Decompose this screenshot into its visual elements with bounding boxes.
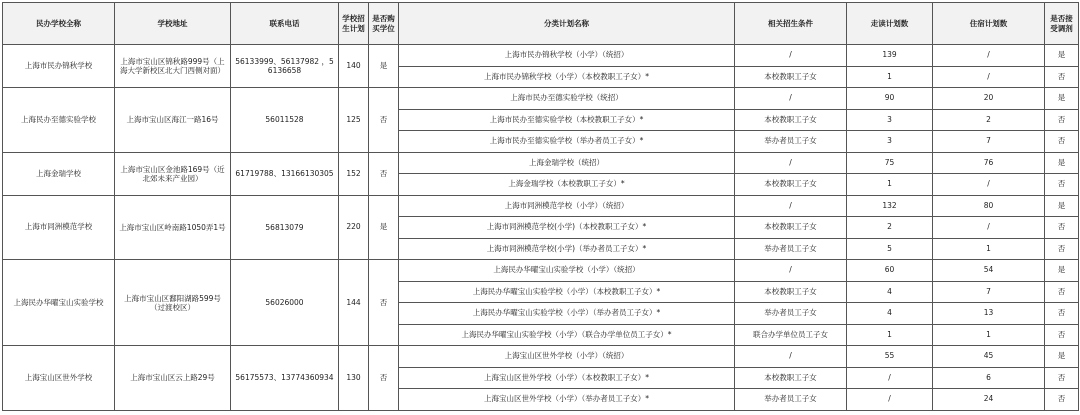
school-buy-seat: 是 (369, 45, 399, 88)
table-row (3, 346, 1079, 368)
header-plan-name: 分类计划名称 (399, 3, 735, 45)
plan-name: 上海市民办至德实验学校（统招） (399, 88, 735, 110)
school-phone: 56011528 (231, 88, 339, 153)
school-address: 上海市宝山区锦秋路999号（上海大学新校区北大门西侧对面） (115, 45, 231, 88)
school-quota: 152 (339, 152, 369, 195)
plan-condition: 本校教职工子女 (735, 66, 847, 88)
plan-name: 上海市民办锦秋学校（小学）（统招） (399, 45, 735, 67)
header-day-plan: 走读计划数 (847, 3, 933, 45)
header-quota: 学校招生计划 (339, 3, 369, 45)
school-quota: 144 (339, 260, 369, 346)
plan-boarding-count: 76 (933, 152, 1045, 174)
plan-day-count: 5 (847, 238, 933, 260)
plan-day-count: 1 (847, 174, 933, 196)
plan-boarding-count: / (933, 174, 1045, 196)
plan-accept-adjust: 否 (1045, 281, 1079, 303)
plan-accept-adjust: 否 (1045, 238, 1079, 260)
plan-name: 上海市同洲模范学校(小学)（举办者员工子女）* (399, 238, 735, 260)
school-phone: 56175573、13774360934 (231, 346, 339, 411)
plan-day-count: 4 (847, 303, 933, 325)
plan-day-count: 55 (847, 346, 933, 368)
enrollment-table (2, 2, 1079, 411)
school-address: 上海市宝山区云上路29号 (115, 346, 231, 411)
plan-boarding-count: 45 (933, 346, 1045, 368)
plan-accept-adjust: 否 (1045, 389, 1079, 411)
plan-boarding-count: 13 (933, 303, 1045, 325)
plan-day-count: 139 (847, 45, 933, 67)
plan-name: 上海民办华曜宝山实验学校（小学）（联合办学单位员工子女）* (399, 324, 735, 346)
plan-condition: 举办者员工子女 (735, 238, 847, 260)
plan-condition: / (735, 152, 847, 174)
plan-boarding-count: 7 (933, 281, 1045, 303)
school-phone: 61719788、13166130305 (231, 152, 339, 195)
header-boarding-plan: 住宿计划数 (933, 3, 1045, 45)
plan-boarding-count: 2 (933, 109, 1045, 131)
plan-day-count: 75 (847, 152, 933, 174)
school-quota: 130 (339, 346, 369, 411)
plan-name: 上海民办华曜宝山实验学校（小学）（举办者员工子女）* (399, 303, 735, 325)
plan-accept-adjust: 是 (1045, 195, 1079, 217)
plan-name: 上海市民办锦秋学校（小学）（本校教职工子女）* (399, 66, 735, 88)
plan-name: 上海宝山区世外学校（小学）（统招） (399, 346, 735, 368)
plan-accept-adjust: 否 (1045, 324, 1079, 346)
plan-day-count: 4 (847, 281, 933, 303)
plan-condition: / (735, 195, 847, 217)
table-row (3, 195, 1079, 217)
school-name: 上海民办至德实验学校 (3, 88, 115, 153)
plan-condition: 本校教职工子女 (735, 217, 847, 239)
school-buy-seat: 否 (369, 346, 399, 411)
school-address: 上海市宝山区金池路169号（近北郊未来产业园） (115, 152, 231, 195)
plan-condition: 本校教职工子女 (735, 109, 847, 131)
table-body (3, 45, 1079, 411)
plan-condition: / (735, 346, 847, 368)
plan-name: 上海民办华曜宝山实验学校（小学）（本校教职工子女）* (399, 281, 735, 303)
plan-name: 上海市民办至德实验学校（举办者员工子女）* (399, 131, 735, 153)
school-buy-seat: 是 (369, 195, 399, 260)
school-name: 上海民办华曜宝山实验学校 (3, 260, 115, 346)
plan-name: 上海市同洲模范学校（小学）（统招） (399, 195, 735, 217)
school-address: 上海市宝山区岭南路1050弄1号 (115, 195, 231, 260)
table-row (3, 88, 1079, 110)
plan-day-count: 1 (847, 324, 933, 346)
plan-condition: / (735, 45, 847, 67)
plan-name: 上海市同洲模范学校(小学)（本校教职工子女）* (399, 217, 735, 239)
header-condition: 相关招生条件 (735, 3, 847, 45)
header-buy-seat: 是否购买学位 (369, 3, 399, 45)
table-row (3, 260, 1079, 282)
plan-accept-adjust: 否 (1045, 174, 1079, 196)
table-header (3, 3, 1079, 45)
table-row (3, 45, 1079, 67)
plan-name: 上海金瑞学校（统招） (399, 152, 735, 174)
school-name: 上海宝山区世外学校 (3, 346, 115, 411)
table-row (3, 152, 1079, 174)
school-quota: 220 (339, 195, 369, 260)
plan-name: 上海宝山区世外学校（小学）（本校教职工子女）* (399, 367, 735, 389)
school-address: 上海市宝山区鄱阳湖路599号（过渡校区） (115, 260, 231, 346)
plan-day-count: 1 (847, 66, 933, 88)
plan-condition: / (735, 260, 847, 282)
school-buy-seat: 否 (369, 260, 399, 346)
plan-boarding-count: 80 (933, 195, 1045, 217)
plan-condition: 本校教职工子女 (735, 367, 847, 389)
header-school-name: 民办学校全称 (3, 3, 115, 45)
plan-condition: 举办者员工子女 (735, 303, 847, 325)
plan-name: 上海市民办至德实验学校（本校教职工子女）* (399, 109, 735, 131)
school-name: 上海金瑞学校 (3, 152, 115, 195)
plan-day-count: / (847, 389, 933, 411)
plan-day-count: 60 (847, 260, 933, 282)
plan-day-count: 2 (847, 217, 933, 239)
plan-boarding-count: 6 (933, 367, 1045, 389)
plan-day-count: 90 (847, 88, 933, 110)
school-quota: 125 (339, 88, 369, 153)
plan-accept-adjust: 否 (1045, 217, 1079, 239)
school-buy-seat: 否 (369, 152, 399, 195)
plan-condition: 联合办学单位员工子女 (735, 324, 847, 346)
plan-accept-adjust: 否 (1045, 367, 1079, 389)
school-name: 上海市同洲模范学校 (3, 195, 115, 260)
plan-boarding-count: 1 (933, 324, 1045, 346)
header-phone: 联系电话 (231, 3, 339, 45)
school-quota: 140 (339, 45, 369, 88)
plan-boarding-count: 20 (933, 88, 1045, 110)
plan-boarding-count: 54 (933, 260, 1045, 282)
plan-accept-adjust: 否 (1045, 131, 1079, 153)
plan-accept-adjust: 否 (1045, 66, 1079, 88)
school-name: 上海市民办锦秋学校 (3, 45, 115, 88)
school-phone: 56813079 (231, 195, 339, 260)
plan-condition: 本校教职工子女 (735, 281, 847, 303)
header-accept-adjust: 是否接受调剂 (1045, 3, 1079, 45)
school-phone: 56133999、56137982 ，56136658 (231, 45, 339, 88)
school-address: 上海市宝山区海江一路16号 (115, 88, 231, 153)
school-phone: 56026000 (231, 260, 339, 346)
plan-accept-adjust: 是 (1045, 260, 1079, 282)
plan-boarding-count: 24 (933, 389, 1045, 411)
plan-condition: 举办者员工子女 (735, 131, 847, 153)
plan-day-count: 3 (847, 109, 933, 131)
plan-boarding-count: / (933, 217, 1045, 239)
header-row (3, 3, 1079, 45)
plan-name: 上海民办华曜宝山实验学校（小学）（统招） (399, 260, 735, 282)
plan-accept-adjust: 是 (1045, 152, 1079, 174)
plan-accept-adjust: 是 (1045, 88, 1079, 110)
plan-accept-adjust: 是 (1045, 45, 1079, 67)
plan-boarding-count: / (933, 66, 1045, 88)
plan-name: 上海金瑞学校（本校教职工子女）* (399, 174, 735, 196)
plan-boarding-count: 7 (933, 131, 1045, 153)
plan-boarding-count: 1 (933, 238, 1045, 260)
plan-condition: / (735, 88, 847, 110)
plan-accept-adjust: 否 (1045, 109, 1079, 131)
plan-day-count: 132 (847, 195, 933, 217)
plan-day-count: 3 (847, 131, 933, 153)
plan-day-count: / (847, 367, 933, 389)
plan-condition: 本校教职工子女 (735, 174, 847, 196)
plan-boarding-count: / (933, 45, 1045, 67)
plan-accept-adjust: 否 (1045, 303, 1079, 325)
school-buy-seat: 否 (369, 88, 399, 153)
plan-accept-adjust: 是 (1045, 346, 1079, 368)
plan-condition: 举办者员工子女 (735, 389, 847, 411)
header-address: 学校地址 (115, 3, 231, 45)
plan-name: 上海宝山区世外学校（小学）（举办者员工子女）* (399, 389, 735, 411)
